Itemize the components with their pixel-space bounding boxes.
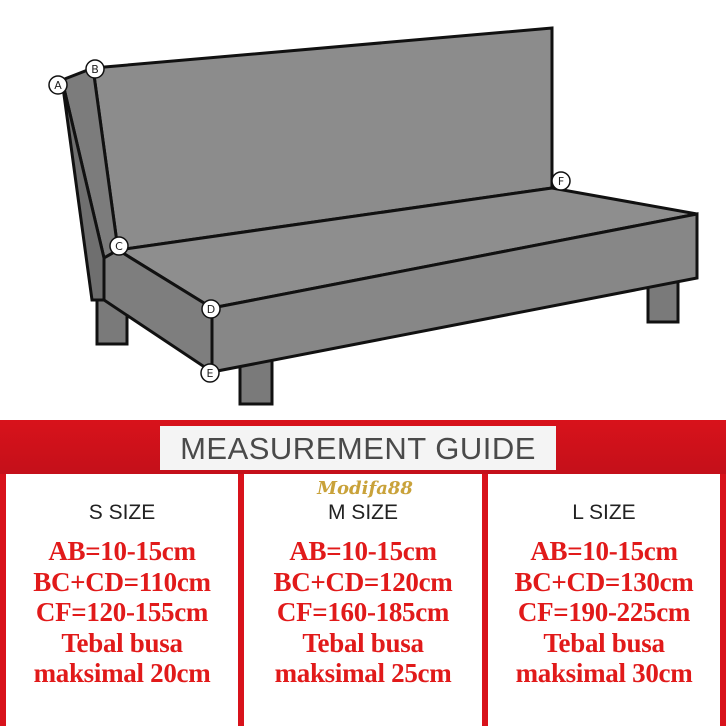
watermark-logo: Modifa88 xyxy=(317,478,413,499)
point-c-marker xyxy=(110,237,128,255)
size-title: S SIZE xyxy=(88,501,156,524)
spec-ab: AB=10-15cm xyxy=(289,536,437,566)
point-e-marker xyxy=(201,364,219,382)
spec-bccd: BC+CD=120cm xyxy=(273,566,453,597)
point-d-marker xyxy=(202,300,220,318)
spec-foam-line1: Tebal busa xyxy=(61,627,183,658)
size-title: M SIZE xyxy=(327,501,398,524)
spec-bccd: BC+CD=130cm xyxy=(514,566,694,597)
spec-bccd: BC+CD=110cm xyxy=(33,566,211,597)
spec-cf: CF=160-185cm xyxy=(276,597,450,627)
spec-foam-line2: maksimal 25cm xyxy=(274,658,452,688)
spec-foam-line1: Tebal busa xyxy=(302,627,424,658)
spec-cf: CF=190-225cm xyxy=(517,597,691,627)
point-f-label: F xyxy=(557,175,565,188)
spec-foam-line2: maksimal 30cm xyxy=(515,658,693,688)
point-f-marker xyxy=(552,172,570,190)
size-column-l xyxy=(488,474,720,726)
size-column-s xyxy=(6,474,238,726)
spec-ab: AB=10-15cm xyxy=(530,536,678,566)
size-column-m xyxy=(244,474,482,726)
point-a-marker xyxy=(49,76,67,94)
spec-ab: AB=10-15cm xyxy=(48,536,196,566)
point-c-label: C xyxy=(115,240,123,253)
spec-foam-line2: maksimal 20cm xyxy=(33,658,211,688)
spec-cf: CF=120-155cm xyxy=(35,597,209,627)
point-d-label: D xyxy=(206,303,216,316)
table-border-right xyxy=(720,474,726,726)
point-e-label: E xyxy=(206,367,214,380)
point-b-marker xyxy=(86,60,104,78)
size-title: L SIZE xyxy=(572,501,636,524)
spec-foam-line1: Tebal busa xyxy=(543,627,665,658)
point-a-label: A xyxy=(54,79,62,92)
guide-title: MEASUREMENT GUIDE xyxy=(160,426,556,470)
point-b-label: B xyxy=(91,63,99,76)
